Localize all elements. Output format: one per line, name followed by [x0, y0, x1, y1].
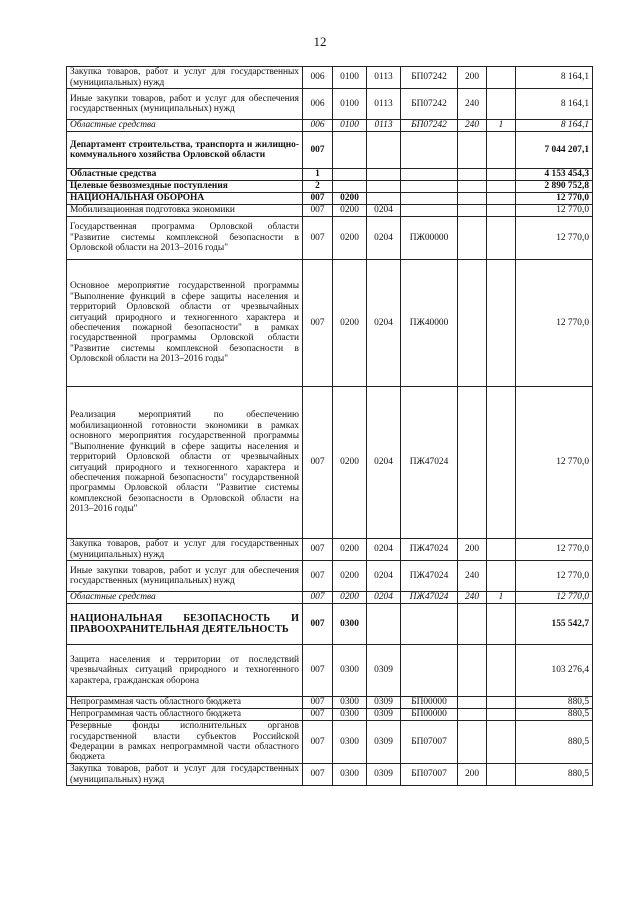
row-name: Департамент строительства, транспорта и жилищно-коммунального хозяйства Орловской области — [67, 132, 303, 169]
amount: 4 153 454,3 — [516, 169, 593, 181]
row-name: Областные средства — [67, 592, 303, 604]
table-row — [67, 561, 593, 592]
code-subsection: 0309 — [367, 721, 401, 764]
code-target: ПЖ40000 — [401, 260, 458, 387]
code-target: БП07242 — [401, 120, 458, 132]
code-grbs: 007 — [303, 561, 333, 592]
amount: 2 890 752,8 — [516, 181, 593, 193]
code-source: 1 — [487, 120, 516, 132]
table-row — [67, 181, 593, 193]
code-subsection: 0309 — [367, 645, 401, 697]
code-expense-type: 200 — [458, 539, 487, 561]
code-source — [487, 721, 516, 764]
code-grbs: 006 — [303, 67, 333, 89]
amount: 12 770,0 — [516, 561, 593, 592]
code-subsection: 0204 — [367, 260, 401, 387]
code-source — [487, 764, 516, 786]
row-name: Областные средства — [67, 120, 303, 132]
code-subsection: 0309 — [367, 764, 401, 786]
row-name: Областные средства — [67, 169, 303, 181]
code-grbs: 007 — [303, 205, 333, 217]
table-row — [67, 604, 593, 645]
table-row — [67, 764, 593, 786]
code-target: БП00000 — [401, 697, 458, 709]
code-target: БП07242 — [401, 89, 458, 120]
row-name: Защита населения и территории от последствий чрезвычайных ситуаций природного и техногенного характера, гражданская оборона — [67, 645, 303, 697]
amount: 8 164,1 — [516, 67, 593, 89]
code-target — [401, 205, 458, 217]
row-name: Целевые безвозмездные поступления — [67, 181, 303, 193]
row-name: Реализация мероприятий по обеспечению мобилизационной готовности экономики в рамках основного мероприятия государственной программы "Выполнение функций в сфере защиты населения и территорий Орловской области от чрезвычайных ситуаций природного и техногенного характера и обеспечения пожарной безопасности" государственной программы Орловской области "Развитие системы комплексной безопасности в Орловской области на 2013–2016 годы" — [67, 387, 303, 539]
code-grbs: 007 — [303, 387, 333, 539]
code-section: 0200 — [333, 539, 367, 561]
code-source — [487, 387, 516, 539]
code-source — [487, 132, 516, 169]
code-target: ПЖ47024 — [401, 539, 458, 561]
code-grbs: 007 — [303, 193, 333, 205]
code-source — [487, 169, 516, 181]
table-row — [67, 89, 593, 120]
code-section: 0200 — [333, 205, 367, 217]
row-name: Иные закупки товаров, работ и услуг для обеспечения государственных (муниципальных) нужд — [67, 561, 303, 592]
code-target: БП00000 — [401, 709, 458, 721]
table-row — [67, 217, 593, 260]
amount: 12 770,0 — [516, 217, 593, 260]
code-section — [333, 169, 367, 181]
row-name: НАЦИОНАЛЬНАЯ ОБОРОНА — [67, 193, 303, 205]
code-section: 0300 — [333, 764, 367, 786]
code-expense-type — [458, 169, 487, 181]
code-expense-type — [458, 604, 487, 645]
code-source — [487, 709, 516, 721]
code-section: 0200 — [333, 193, 367, 205]
table-row — [67, 387, 593, 539]
amount: 8 164,1 — [516, 120, 593, 132]
code-expense-type — [458, 181, 487, 193]
row-name: Непрограммная часть областного бюджета — [67, 709, 303, 721]
code-subsection — [367, 604, 401, 645]
code-source — [487, 67, 516, 89]
code-section — [333, 132, 367, 169]
code-target: БП07007 — [401, 721, 458, 764]
table-row — [67, 193, 593, 205]
code-source — [487, 89, 516, 120]
code-target — [401, 604, 458, 645]
amount: 880,5 — [516, 709, 593, 721]
code-grbs: 007 — [303, 592, 333, 604]
amount: 12 770,0 — [516, 260, 593, 387]
code-source — [487, 561, 516, 592]
code-subsection: 0113 — [367, 89, 401, 120]
code-target: ПЖ47024 — [401, 592, 458, 604]
code-subsection: 0309 — [367, 709, 401, 721]
code-subsection: 0204 — [367, 217, 401, 260]
code-target — [401, 193, 458, 205]
amount: 12 770,0 — [516, 387, 593, 539]
code-source — [487, 217, 516, 260]
amount: 880,5 — [516, 721, 593, 764]
code-target: БП07242 — [401, 67, 458, 89]
row-name: Закупка товаров, работ и услуг для государственных (муниципальных) нужд — [67, 764, 303, 786]
row-name: Иные закупки товаров, работ и услуг для обеспечения государственных (муниципальных) нужд — [67, 89, 303, 120]
table-row — [67, 132, 593, 169]
table-row — [67, 67, 593, 89]
code-grbs: 007 — [303, 604, 333, 645]
code-subsection: 0204 — [367, 592, 401, 604]
code-target — [401, 169, 458, 181]
code-grbs: 007 — [303, 764, 333, 786]
code-subsection: 0113 — [367, 67, 401, 89]
code-section: 0300 — [333, 645, 367, 697]
page-number: 12 — [313, 34, 327, 49]
table-row — [67, 697, 593, 709]
amount: 12 770,0 — [516, 592, 593, 604]
row-name: Основное мероприятие государственной программы "Выполнение функций в сфере защиты населения и территорий Орловской области от чрезвычайных ситуаций природного и техногенного характера и обеспечения пожарной безопасности" в рамках государственной программы Орловской области "Развитие системы комплексной безопасности в Орловской области на 2013–2016 годы" — [67, 260, 303, 387]
code-grbs: 007 — [303, 260, 333, 387]
code-subsection: 0204 — [367, 387, 401, 539]
code-grbs: 007 — [303, 721, 333, 764]
code-source — [487, 205, 516, 217]
code-source — [487, 539, 516, 561]
code-subsection: 0204 — [367, 561, 401, 592]
code-source — [487, 181, 516, 193]
code-expense-type — [458, 387, 487, 539]
code-subsection — [367, 193, 401, 205]
row-name: Резервные фонды исполнительных органов государственной власти субъектов Российской Федерации в рамках непрограммной части областного бюджета — [67, 721, 303, 764]
code-target — [401, 132, 458, 169]
code-grbs: 007 — [303, 539, 333, 561]
code-subsection — [367, 181, 401, 193]
code-expense-type — [458, 205, 487, 217]
code-section: 0100 — [333, 89, 367, 120]
code-section: 0200 — [333, 260, 367, 387]
code-grbs: 006 — [303, 120, 333, 132]
code-grbs: 007 — [303, 697, 333, 709]
code-source — [487, 645, 516, 697]
code-subsection: 0204 — [367, 205, 401, 217]
code-expense-type — [458, 217, 487, 260]
code-subsection — [367, 169, 401, 181]
code-expense-type — [458, 645, 487, 697]
code-source — [487, 193, 516, 205]
code-section: 0200 — [333, 387, 367, 539]
code-target — [401, 645, 458, 697]
code-section: 0300 — [333, 721, 367, 764]
table-row — [67, 260, 593, 387]
code-section: 0200 — [333, 561, 367, 592]
amount: 8 164,1 — [516, 89, 593, 120]
table-row — [67, 205, 593, 217]
row-name: Мобилизационная подготовка экономики — [67, 205, 303, 217]
code-source — [487, 697, 516, 709]
row-name: Непрограммная часть областного бюджета — [67, 697, 303, 709]
code-expense-type — [458, 193, 487, 205]
row-name: Закупка товаров, работ и услуг для государственных (муниципальных) нужд — [67, 539, 303, 561]
table-body — [67, 67, 593, 786]
code-section: 0100 — [333, 67, 367, 89]
table-row — [67, 169, 593, 181]
code-target: ПЖ47024 — [401, 561, 458, 592]
code-target: ПЖ00000 — [401, 217, 458, 260]
code-target: БП07007 — [401, 764, 458, 786]
code-section: 0200 — [333, 217, 367, 260]
amount: 7 044 207,1 — [516, 132, 593, 169]
code-grbs: 2 — [303, 181, 333, 193]
table-row — [67, 592, 593, 604]
code-source: 1 — [487, 592, 516, 604]
amount: 880,5 — [516, 764, 593, 786]
table-row — [67, 539, 593, 561]
code-section: 0300 — [333, 604, 367, 645]
code-section: 0200 — [333, 592, 367, 604]
amount: 12 770,0 — [516, 205, 593, 217]
row-name: НАЦИОНАЛЬНАЯ БЕЗОПАСНОСТЬ И ПРАВООХРАНИТЕЛЬНАЯ ДЕЯТЕЛЬНОСТЬ — [67, 604, 303, 645]
code-expense-type: 240 — [458, 89, 487, 120]
code-expense-type: 240 — [458, 592, 487, 604]
table-row — [67, 721, 593, 764]
row-name: Закупка товаров, работ и услуг для государственных (муниципальных) нужд — [67, 67, 303, 89]
table-row — [67, 645, 593, 697]
amount: 12 770,0 — [516, 539, 593, 561]
code-expense-type: 240 — [458, 120, 487, 132]
code-section: 0300 — [333, 709, 367, 721]
amount: 155 542,7 — [516, 604, 593, 645]
code-target — [401, 181, 458, 193]
table-row — [67, 120, 593, 132]
code-expense-type — [458, 132, 487, 169]
code-grbs: 006 — [303, 89, 333, 120]
code-section — [333, 181, 367, 193]
code-expense-type: 240 — [458, 561, 487, 592]
amount: 880,5 — [516, 697, 593, 709]
code-section: 0100 — [333, 120, 367, 132]
code-expense-type — [458, 721, 487, 764]
code-grbs: 007 — [303, 709, 333, 721]
code-grbs: 1 — [303, 169, 333, 181]
code-subsection: 0113 — [367, 120, 401, 132]
code-expense-type — [458, 260, 487, 387]
code-expense-type — [458, 709, 487, 721]
code-target: ПЖ47024 — [401, 387, 458, 539]
amount: 12 770,0 — [516, 193, 593, 205]
code-expense-type: 200 — [458, 764, 487, 786]
code-grbs: 007 — [303, 645, 333, 697]
code-subsection: 0309 — [367, 697, 401, 709]
code-expense-type — [458, 697, 487, 709]
code-source — [487, 604, 516, 645]
code-section: 0300 — [333, 697, 367, 709]
code-expense-type: 200 — [458, 67, 487, 89]
code-grbs: 007 — [303, 132, 333, 169]
amount: 103 276,4 — [516, 645, 593, 697]
code-source — [487, 260, 516, 387]
code-grbs: 007 — [303, 217, 333, 260]
code-subsection — [367, 132, 401, 169]
code-subsection: 0204 — [367, 539, 401, 561]
table-row — [67, 709, 593, 721]
row-name: Государственная программа Орловской области "Развитие системы комплексной безопасности в Орловской области на 2013–2016 годы" — [67, 217, 303, 260]
budget-table — [66, 66, 593, 786]
